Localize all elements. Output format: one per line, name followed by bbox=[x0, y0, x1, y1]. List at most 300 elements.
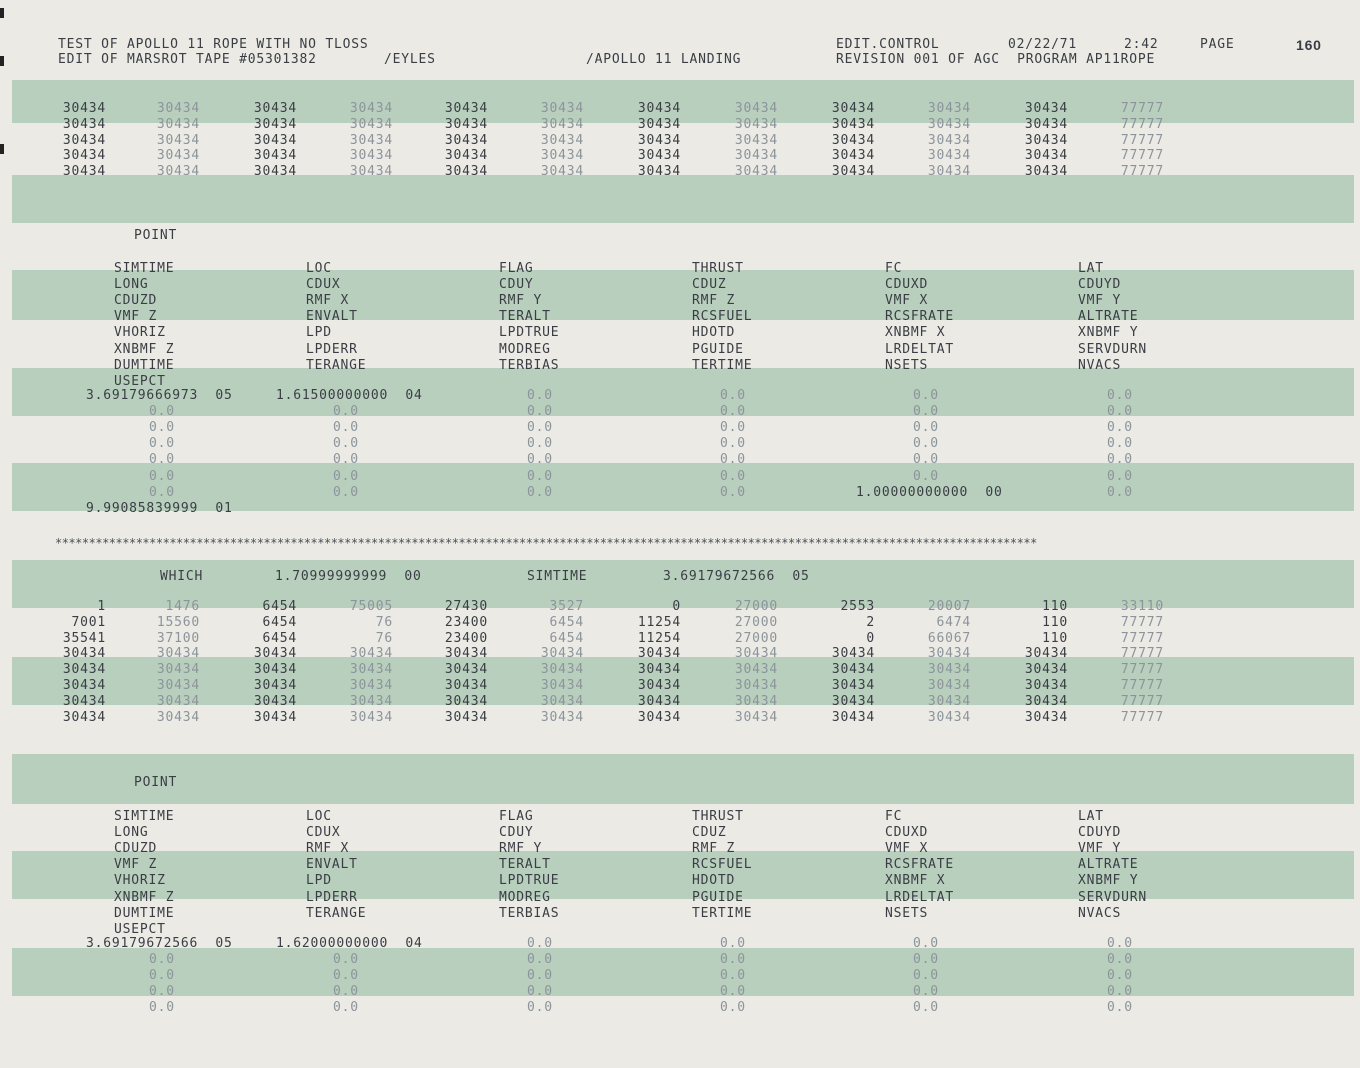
variable-name: VHORIZ bbox=[114, 325, 166, 341]
variable-name: THRUST bbox=[692, 261, 744, 276]
octal-cell: 30434 bbox=[540, 693, 584, 709]
variable-name: VMF Z bbox=[114, 309, 158, 325]
variable-name: ENVALT bbox=[306, 857, 358, 873]
value-cell: 0.0 bbox=[333, 1000, 359, 1016]
header-page-label: PAGE bbox=[1200, 37, 1235, 52]
point-title: POINT bbox=[134, 228, 178, 243]
margin-mark bbox=[0, 144, 4, 154]
value-cell: 0.0 bbox=[913, 468, 939, 484]
value-cell: 0.0 bbox=[720, 484, 746, 500]
variable-name: VMF Y bbox=[1078, 293, 1122, 309]
octal-cell: 6474 bbox=[936, 614, 971, 630]
octal-cell: 30434 bbox=[62, 662, 106, 678]
variable-name: ALTRATE bbox=[1078, 309, 1139, 325]
octal-cell: 30434 bbox=[540, 164, 584, 180]
variable-name: XNBMF Z bbox=[114, 889, 175, 905]
variable-name: CDUX bbox=[306, 825, 341, 841]
value-cell: 0.0 bbox=[1107, 452, 1133, 468]
variable-name: FC bbox=[885, 809, 903, 824]
octal-cell: 30434 bbox=[253, 164, 297, 180]
octal-cell: 75005 bbox=[349, 599, 393, 614]
octal-cell: 30434 bbox=[1024, 693, 1068, 709]
header-time: 2:42 bbox=[1124, 37, 1159, 52]
octal-cell: 30434 bbox=[637, 101, 681, 116]
variable-name: CDUYD bbox=[1078, 825, 1122, 841]
which-value: 1.70999999999 00 bbox=[275, 569, 422, 584]
simtime-value: 3.69179672566 05 bbox=[663, 569, 810, 584]
octal-cell: 37100 bbox=[156, 630, 200, 646]
value-cell: 0.0 bbox=[913, 936, 939, 951]
octal-cell: 77777 bbox=[1120, 614, 1164, 630]
octal-cell: 30434 bbox=[927, 709, 971, 725]
value-cell: 0.0 bbox=[149, 1000, 175, 1016]
octal-cell: 27430 bbox=[444, 599, 488, 614]
octal-cell: 30434 bbox=[253, 646, 297, 662]
octal-cell: 30434 bbox=[253, 709, 297, 725]
variable-name: TERALT bbox=[499, 857, 551, 873]
variable-name: TERALT bbox=[499, 309, 551, 325]
octal-cell: 30434 bbox=[1024, 678, 1068, 693]
octal-cell: 30434 bbox=[349, 646, 393, 662]
value-cell: 0.0 bbox=[720, 968, 746, 984]
octal-cell: 77777 bbox=[1120, 662, 1164, 678]
variable-name: XNBMF X bbox=[885, 325, 946, 341]
octal-cell: 30434 bbox=[156, 662, 200, 678]
variable-name: XNBMF Y bbox=[1078, 873, 1139, 889]
variable-name: NSETS bbox=[885, 357, 929, 373]
variable-name: FLAG bbox=[499, 809, 534, 824]
octal-cell: 6454 bbox=[549, 614, 584, 630]
value-cell: 0.0 bbox=[149, 952, 175, 968]
octal-cell: 76 bbox=[375, 614, 393, 630]
octal-cell: 30434 bbox=[253, 693, 297, 709]
variable-name: THRUST bbox=[692, 809, 744, 824]
octal-cell: 30434 bbox=[62, 164, 106, 180]
octal-cell: 30434 bbox=[734, 646, 778, 662]
octal-cell: 110 bbox=[1042, 630, 1068, 646]
header-edit-control: EDIT.CONTROL bbox=[836, 37, 940, 52]
octal-cell: 30434 bbox=[637, 164, 681, 180]
octal-cell: 30434 bbox=[156, 101, 200, 116]
octal-cell: 27000 bbox=[734, 630, 778, 646]
octal-cell: 30434 bbox=[831, 646, 875, 662]
variable-name: RCSFRATE bbox=[885, 857, 955, 873]
variable-name: LONG bbox=[114, 825, 149, 841]
octal-cell: 30434 bbox=[540, 678, 584, 693]
variable-name: LOC bbox=[306, 261, 332, 276]
value-cell: 0.0 bbox=[720, 436, 746, 452]
value-cell: 0.0 bbox=[913, 388, 939, 403]
octal-cell: 7001 bbox=[71, 614, 106, 630]
value-cell: 0.0 bbox=[149, 420, 175, 436]
variable-name: LAT bbox=[1078, 261, 1104, 276]
octal-cell: 30434 bbox=[734, 164, 778, 180]
octal-cell: 30434 bbox=[831, 693, 875, 709]
variable-name: MODREG bbox=[499, 341, 551, 357]
value-cell: 0.0 bbox=[149, 984, 175, 1000]
variable-name: ALTRATE bbox=[1078, 857, 1139, 873]
octal-cell: 23400 bbox=[444, 614, 488, 630]
value-cell: 0.0 bbox=[149, 968, 175, 984]
variable-name: RCSFRATE bbox=[885, 309, 955, 325]
octal-cell: 27000 bbox=[734, 599, 778, 614]
variable-name: CDUY bbox=[499, 825, 534, 841]
octal-cell: 30434 bbox=[637, 662, 681, 678]
variable-name: ENVALT bbox=[306, 309, 358, 325]
octal-cell: 30434 bbox=[637, 709, 681, 725]
variable-name: CDUXD bbox=[885, 277, 929, 293]
octal-cell: 30434 bbox=[927, 148, 971, 164]
octal-cell: 15560 bbox=[156, 614, 200, 630]
octal-cell: 77777 bbox=[1120, 709, 1164, 725]
value-cell: 3.69179672566 05 bbox=[86, 936, 233, 951]
octal-cell: 6454 bbox=[549, 630, 584, 646]
octal-cell: 11254 bbox=[637, 614, 681, 630]
value-cell: 0.0 bbox=[333, 984, 359, 1000]
variable-name: LPDERR bbox=[306, 889, 358, 905]
variable-name: RMF X bbox=[306, 841, 350, 857]
octal-cell: 30434 bbox=[1024, 662, 1068, 678]
octal-cell: 30434 bbox=[349, 132, 393, 148]
variable-name: PGUIDE bbox=[692, 341, 744, 357]
value-cell: 0.0 bbox=[333, 968, 359, 984]
octal-cell: 30434 bbox=[831, 164, 875, 180]
value-cell: 0.0 bbox=[149, 484, 175, 500]
value-cell: 1.00000000000 00 bbox=[856, 484, 1003, 500]
octal-cell: 77777 bbox=[1120, 116, 1164, 132]
octal-cell: 30434 bbox=[637, 693, 681, 709]
octal-cell: 30434 bbox=[831, 148, 875, 164]
octal-cell: 6454 bbox=[262, 599, 297, 614]
octal-cell: 30434 bbox=[62, 101, 106, 116]
separator-line: ************************************************************************************************************************************************** bbox=[55, 536, 1037, 550]
value-cell: 0.0 bbox=[913, 420, 939, 436]
value-cell: 0.0 bbox=[333, 484, 359, 500]
octal-cell: 110 bbox=[1042, 599, 1068, 614]
variable-name: TERTIME bbox=[692, 357, 753, 373]
value-cell: 0.0 bbox=[913, 968, 939, 984]
variable-name: RMF Z bbox=[692, 841, 736, 857]
variable-name: MODREG bbox=[499, 889, 551, 905]
octal-cell: 6454 bbox=[262, 630, 297, 646]
octal-cell: 30434 bbox=[1024, 101, 1068, 116]
header-author: /EYLES bbox=[384, 52, 436, 67]
octal-cell: 30434 bbox=[927, 662, 971, 678]
value-cell: 0.0 bbox=[333, 436, 359, 452]
value-cell: 0.0 bbox=[1107, 484, 1133, 500]
octal-cell: 30434 bbox=[1024, 132, 1068, 148]
variable-name: VMF X bbox=[885, 293, 929, 309]
variable-name: LRDELTAT bbox=[885, 889, 955, 905]
variable-name: XNBMF Z bbox=[114, 341, 175, 357]
octal-cell: 30434 bbox=[349, 116, 393, 132]
octal-cell: 30434 bbox=[927, 646, 971, 662]
octal-cell: 1 bbox=[97, 599, 106, 614]
octal-cell: 30434 bbox=[349, 148, 393, 164]
octal-cell: 30434 bbox=[156, 132, 200, 148]
variable-name: NSETS bbox=[885, 905, 929, 921]
octal-cell: 30434 bbox=[1024, 116, 1068, 132]
value-cell: 0.0 bbox=[527, 952, 553, 968]
margin-mark bbox=[0, 56, 4, 66]
octal-cell: 30434 bbox=[637, 678, 681, 693]
octal-cell: 30434 bbox=[62, 678, 106, 693]
header-date: 02/22/71 bbox=[1008, 37, 1078, 52]
octal-cell: 30434 bbox=[253, 662, 297, 678]
usepct-value: 9.99085839999 01 bbox=[86, 500, 233, 516]
which-label: WHICH bbox=[160, 569, 204, 584]
octal-cell: 33110 bbox=[1120, 599, 1164, 614]
value-cell: 0.0 bbox=[720, 936, 746, 951]
variable-name: LONG bbox=[114, 277, 149, 293]
variable-name: LPD bbox=[306, 873, 332, 889]
value-cell: 0.0 bbox=[720, 984, 746, 1000]
value-cell: 0.0 bbox=[1107, 404, 1133, 420]
octal-cell: 1476 bbox=[165, 599, 200, 614]
octal-cell: 30434 bbox=[156, 148, 200, 164]
value-cell: 0.0 bbox=[720, 404, 746, 420]
octal-cell: 30434 bbox=[444, 164, 488, 180]
octal-cell: 0 bbox=[672, 599, 681, 614]
value-cell: 0.0 bbox=[1107, 388, 1133, 403]
value-cell: 0.0 bbox=[527, 984, 553, 1000]
value-cell: 0.0 bbox=[720, 388, 746, 403]
octal-cell: 30434 bbox=[927, 678, 971, 693]
octal-cell: 6454 bbox=[262, 614, 297, 630]
value-cell: 0.0 bbox=[913, 952, 939, 968]
value-cell: 0.0 bbox=[913, 404, 939, 420]
variable-name: XNBMF X bbox=[885, 873, 946, 889]
octal-cell: 30434 bbox=[444, 678, 488, 693]
value-cell: 0.0 bbox=[333, 420, 359, 436]
octal-cell: 30434 bbox=[734, 148, 778, 164]
simtime-label: SIMTIME bbox=[527, 569, 588, 584]
octal-cell: 30434 bbox=[1024, 646, 1068, 662]
variable-name: LAT bbox=[1078, 809, 1104, 824]
octal-cell: 30434 bbox=[927, 101, 971, 116]
variable-name: LRDELTAT bbox=[885, 341, 955, 357]
variable-name: XNBMF Y bbox=[1078, 325, 1139, 341]
variable-name: LOC bbox=[306, 809, 332, 824]
variable-name: HDOTD bbox=[692, 873, 736, 889]
octal-cell: 30434 bbox=[444, 101, 488, 116]
header-revision: REVISION 001 OF AGC PROGRAM AP11ROPE bbox=[836, 52, 1156, 67]
value-cell: 0.0 bbox=[333, 468, 359, 484]
octal-cell: 30434 bbox=[444, 116, 488, 132]
variable-name: CDUYD bbox=[1078, 277, 1122, 293]
value-cell: 0.0 bbox=[333, 452, 359, 468]
octal-cell: 30434 bbox=[156, 164, 200, 180]
octal-cell: 30434 bbox=[349, 101, 393, 116]
variable-name: LPDERR bbox=[306, 341, 358, 357]
octal-cell: 30434 bbox=[734, 101, 778, 116]
value-cell: 0.0 bbox=[527, 936, 553, 951]
octal-cell: 30434 bbox=[444, 148, 488, 164]
variable-name: RMF Y bbox=[499, 841, 543, 857]
octal-cell: 30434 bbox=[349, 662, 393, 678]
octal-cell: 30434 bbox=[734, 132, 778, 148]
value-cell: 0.0 bbox=[1107, 436, 1133, 452]
value-cell: 0.0 bbox=[720, 452, 746, 468]
octal-cell: 77777 bbox=[1120, 630, 1164, 646]
value-cell: 0.0 bbox=[1107, 952, 1133, 968]
octal-cell: 30434 bbox=[831, 101, 875, 116]
octal-cell: 27000 bbox=[734, 614, 778, 630]
variable-name: USEPCT bbox=[114, 921, 166, 937]
octal-cell: 2553 bbox=[840, 599, 875, 614]
variable-name: CDUXD bbox=[885, 825, 929, 841]
value-cell: 0.0 bbox=[527, 388, 553, 403]
value-cell: 0.0 bbox=[1107, 984, 1133, 1000]
octal-cell: 30434 bbox=[637, 646, 681, 662]
octal-cell: 30434 bbox=[156, 678, 200, 693]
octal-cell: 30434 bbox=[540, 116, 584, 132]
octal-cell: 30434 bbox=[1024, 164, 1068, 180]
value-cell: 0.0 bbox=[1107, 936, 1133, 951]
variable-name: CDUZ bbox=[692, 825, 727, 841]
value-cell: 0.0 bbox=[527, 452, 553, 468]
variable-name: SIMTIME bbox=[114, 809, 175, 824]
octal-cell: 110 bbox=[1042, 614, 1068, 630]
octal-cell: 77777 bbox=[1120, 132, 1164, 148]
variable-name: SIMTIME bbox=[114, 261, 175, 276]
octal-cell: 30434 bbox=[927, 693, 971, 709]
octal-cell: 77777 bbox=[1120, 693, 1164, 709]
value-cell: 0.0 bbox=[913, 452, 939, 468]
octal-cell: 30434 bbox=[540, 662, 584, 678]
value-cell: 0.0 bbox=[527, 404, 553, 420]
octal-cell: 30434 bbox=[637, 132, 681, 148]
octal-cell: 30434 bbox=[927, 164, 971, 180]
octal-cell: 30434 bbox=[734, 116, 778, 132]
octal-cell: 30434 bbox=[62, 709, 106, 725]
octal-cell: 30434 bbox=[156, 709, 200, 725]
variable-name: TERANGE bbox=[306, 905, 367, 921]
octal-cell: 76 bbox=[375, 630, 393, 646]
variable-name: FC bbox=[885, 261, 903, 276]
octal-cell: 77777 bbox=[1120, 646, 1164, 662]
value-cell: 0.0 bbox=[720, 468, 746, 484]
octal-cell: 77777 bbox=[1120, 148, 1164, 164]
octal-cell: 30434 bbox=[444, 646, 488, 662]
variable-name: RMF Y bbox=[499, 293, 543, 309]
octal-cell: 30434 bbox=[349, 678, 393, 693]
value-cell: 0.0 bbox=[913, 984, 939, 1000]
value-cell: 0.0 bbox=[1107, 420, 1133, 436]
octal-cell: 30434 bbox=[62, 116, 106, 132]
variable-name: SERVDURN bbox=[1078, 889, 1148, 905]
variable-name: CDUZ bbox=[692, 277, 727, 293]
variable-name: TERANGE bbox=[306, 357, 367, 373]
variable-name: CDUZD bbox=[114, 841, 158, 857]
octal-cell: 30434 bbox=[444, 662, 488, 678]
header-tape: EDIT OF MARSROT TAPE #05301382 bbox=[58, 52, 317, 67]
octal-cell: 2 bbox=[866, 614, 875, 630]
variable-name: TERTIME bbox=[692, 905, 753, 921]
variable-name: TERBIAS bbox=[499, 905, 560, 921]
value-cell: 0.0 bbox=[720, 420, 746, 436]
octal-cell: 11254 bbox=[637, 630, 681, 646]
variable-name: RMF X bbox=[306, 293, 350, 309]
octal-cell: 30434 bbox=[253, 101, 297, 116]
value-cell: 0.0 bbox=[720, 952, 746, 968]
variable-name: TERBIAS bbox=[499, 357, 560, 373]
value-cell: 0.0 bbox=[1107, 968, 1133, 984]
value-cell: 0.0 bbox=[333, 404, 359, 420]
octal-cell: 30434 bbox=[253, 148, 297, 164]
value-cell: 0.0 bbox=[913, 1000, 939, 1016]
octal-cell: 30434 bbox=[637, 116, 681, 132]
variable-name: VMF Z bbox=[114, 857, 158, 873]
octal-cell: 30434 bbox=[444, 709, 488, 725]
variable-name: RMF Z bbox=[692, 293, 736, 309]
variable-name: VHORIZ bbox=[114, 873, 166, 889]
octal-cell: 30434 bbox=[540, 132, 584, 148]
variable-name: DUMTIME bbox=[114, 905, 175, 921]
variable-name: CDUZD bbox=[114, 293, 158, 309]
value-cell: 0.0 bbox=[149, 436, 175, 452]
header-program-name: /APOLLO 11 LANDING bbox=[586, 52, 742, 67]
green-band bbox=[12, 754, 1354, 804]
octal-cell: 77777 bbox=[1120, 164, 1164, 180]
page-number: 160 bbox=[1296, 37, 1322, 53]
value-cell: 1.61500000000 04 bbox=[276, 388, 423, 403]
variable-name: FLAG bbox=[499, 261, 534, 276]
variable-name: CDUY bbox=[499, 277, 534, 293]
point-title: POINT bbox=[134, 775, 178, 790]
value-cell: 1.62000000000 04 bbox=[276, 936, 423, 951]
octal-cell: 30434 bbox=[734, 693, 778, 709]
variable-name: LPD bbox=[306, 325, 332, 341]
variable-name: NVACS bbox=[1078, 357, 1122, 373]
octal-cell: 77777 bbox=[1120, 678, 1164, 693]
value-cell: 0.0 bbox=[527, 468, 553, 484]
octal-cell: 30434 bbox=[62, 148, 106, 164]
variable-name: VMF Y bbox=[1078, 841, 1122, 857]
octal-cell: 30434 bbox=[927, 132, 971, 148]
octal-cell: 30434 bbox=[831, 662, 875, 678]
variable-name: NVACS bbox=[1078, 905, 1122, 921]
variable-name: HDOTD bbox=[692, 325, 736, 341]
octal-cell: 30434 bbox=[156, 693, 200, 709]
value-cell: 0.0 bbox=[149, 452, 175, 468]
value-cell: 0.0 bbox=[527, 968, 553, 984]
octal-cell: 30434 bbox=[349, 164, 393, 180]
octal-cell: 30434 bbox=[444, 693, 488, 709]
octal-cell: 30434 bbox=[62, 646, 106, 662]
octal-cell: 77777 bbox=[1120, 101, 1164, 116]
value-cell: 3.69179666973 05 bbox=[86, 388, 233, 403]
variable-name: SERVDURN bbox=[1078, 341, 1148, 357]
variable-name: VMF X bbox=[885, 841, 929, 857]
value-cell: 0.0 bbox=[527, 436, 553, 452]
octal-cell: 20007 bbox=[927, 599, 971, 614]
header-title: TEST OF APOLLO 11 ROPE WITH NO TLOSS bbox=[58, 37, 369, 52]
variable-name: RCSFUEL bbox=[692, 857, 753, 873]
value-cell: 0.0 bbox=[720, 1000, 746, 1016]
octal-cell: 30434 bbox=[637, 148, 681, 164]
octal-cell: 30434 bbox=[444, 132, 488, 148]
octal-cell: 30434 bbox=[831, 678, 875, 693]
variable-name: DUMTIME bbox=[114, 357, 175, 373]
octal-cell: 30434 bbox=[734, 678, 778, 693]
octal-cell: 30434 bbox=[734, 662, 778, 678]
octal-cell: 30434 bbox=[1024, 709, 1068, 725]
octal-cell: 30434 bbox=[156, 116, 200, 132]
octal-cell: 30434 bbox=[253, 678, 297, 693]
octal-cell: 30434 bbox=[62, 132, 106, 148]
octal-cell: 30434 bbox=[831, 116, 875, 132]
